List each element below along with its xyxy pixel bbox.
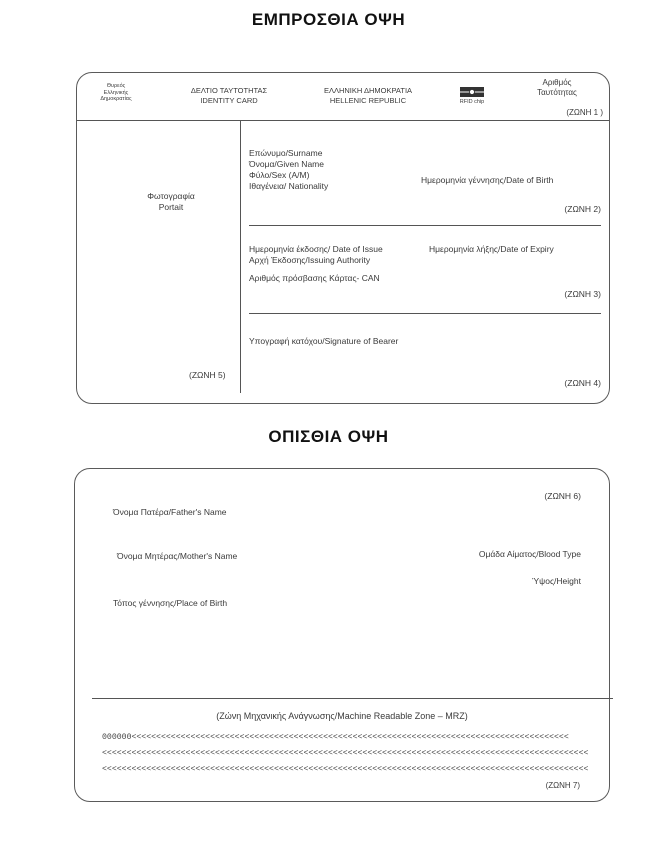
zone6-label: (ΖΩΝΗ 6)	[544, 491, 581, 501]
place-of-birth-label: Τόπος γέννησης/Place of Birth	[113, 598, 228, 608]
sex-label: Φύλο/Sex (Α/Μ)	[249, 170, 310, 180]
dob-label: Ημερομηνία γέννησης/Date of Birth	[421, 175, 554, 185]
mrz-block	[102, 730, 602, 778]
front-heading: ΕΜΠΡΟΣΘΙΑ ΟΨΗ	[251, 10, 406, 29]
emblem-line: Ελληνικής	[103, 89, 129, 96]
emblem	[91, 83, 141, 103]
height-label: Ύψος/Height	[531, 576, 581, 586]
emblem-line: Δημοκρατίας	[100, 96, 132, 102]
mrz-label: (Ζώνη Μηχανικής Ανάγνωσης/Machine Readable Zone – MRZ)	[216, 711, 468, 721]
signature-label: Υπογραφή κατόχου/Signature of Bearer	[249, 336, 399, 346]
nationality-label: Ιθαγένεια/ Nationality	[249, 181, 329, 191]
front-card	[76, 72, 610, 404]
zone3-label: (ΖΩΝΗ 3)	[564, 289, 601, 299]
zone5-label: (ΖΩΝΗ 5)	[189, 370, 226, 380]
back-heading: ΟΠΙΣΘΙΑ ΟΨΗ	[268, 427, 389, 446]
zone2-divider	[249, 225, 601, 226]
republic-title	[293, 86, 443, 106]
republic-en: HELLENIC REPUBLIC	[329, 96, 407, 105]
rfid-label: RFID chip	[459, 99, 485, 105]
zone4-label: (ΖΩΝΗ 4)	[564, 378, 601, 388]
zone3-divider	[249, 313, 601, 314]
issue-date-label: Ημερομηνία έκδοσης/ Date of Issue	[249, 244, 383, 254]
card-title	[161, 86, 297, 106]
photo-divider	[240, 120, 241, 393]
mrz-line: <<<<<<<<<<<<<<<<<<<<<<<<<<<<<<<<<<<<<<<<<<<<<<<<<<<<<<<<<<<<<<<<<<<<<<<<<<<<<<<<<<<<<<<<<<<<<<<<<<<	[102, 749, 589, 758]
zone1-label: (ΖΩΝΗ 1 )	[566, 108, 603, 117]
photo-label-gr: Φωτογραφία	[147, 191, 195, 201]
photo-label-en: Portait	[158, 202, 184, 212]
fathers-name-label: Όνομα Πατέρα/Father's Name	[113, 507, 227, 517]
rfid-chip	[457, 86, 487, 106]
issuing-authority-label: Αρχή Έκδοσης/Issuing Authority	[249, 255, 371, 265]
surname-label: Επώνυμο/Surname	[249, 148, 323, 158]
zone2-label: (ΖΩΝΗ 2)	[564, 204, 601, 214]
card-title-gr: ΔΕΛΤΙΟ ΤΑΥΤΟΤΗΤΑΣ	[190, 86, 268, 95]
given-name-label: Όνομα/Given Name	[249, 159, 324, 169]
blood-type-label: Ομάδα Αίματος/Blood Type	[478, 549, 581, 559]
id-number	[517, 78, 597, 98]
mothers-name-label: Όνομα Μητέρας/Mother's Name	[117, 551, 238, 561]
republic-gr: ΕΛΛΗΝΙΚΗ ΔΗΜΟΚΡΑΤΙΑ	[323, 86, 413, 95]
mrz-divider	[92, 698, 613, 699]
zone2-fields	[249, 148, 328, 192]
photo-area	[121, 191, 221, 213]
rfid-chip-icon	[459, 86, 485, 98]
id-number-line2: Ταυτότητας	[537, 88, 577, 97]
can-label: Αριθμός πρόσβασης Κάρτας- CAN	[249, 273, 380, 283]
id-number-line1: Αριθμός	[542, 78, 572, 87]
card-title-en: IDENTITY CARD	[200, 96, 258, 105]
header-divider	[77, 120, 609, 121]
expiry-date-label: Ημερομηνία λήξης/Date of Expiry	[429, 244, 554, 254]
emblem-line: Θυρεός	[106, 83, 126, 89]
mrz-line: 000000<<<<<<<<<<<<<<<<<<<<<<<<<<<<<<<<<<<<<<<<<<<<<<<<<<<<<<<<<<<<<<<<<<<<<<<<<<<<<<<<<<<<<<<<<	[102, 733, 569, 742]
zone7-label: (ΖΩΝΗ 7)	[545, 781, 580, 790]
mrz-line: <<<<<<<<<<<<<<<<<<<<<<<<<<<<<<<<<<<<<<<<<<<<<<<<<<<<<<<<<<<<<<<<<<<<<<<<<<<<<<<<<<<<<<<<<<<<<<<<<<<	[102, 765, 589, 774]
